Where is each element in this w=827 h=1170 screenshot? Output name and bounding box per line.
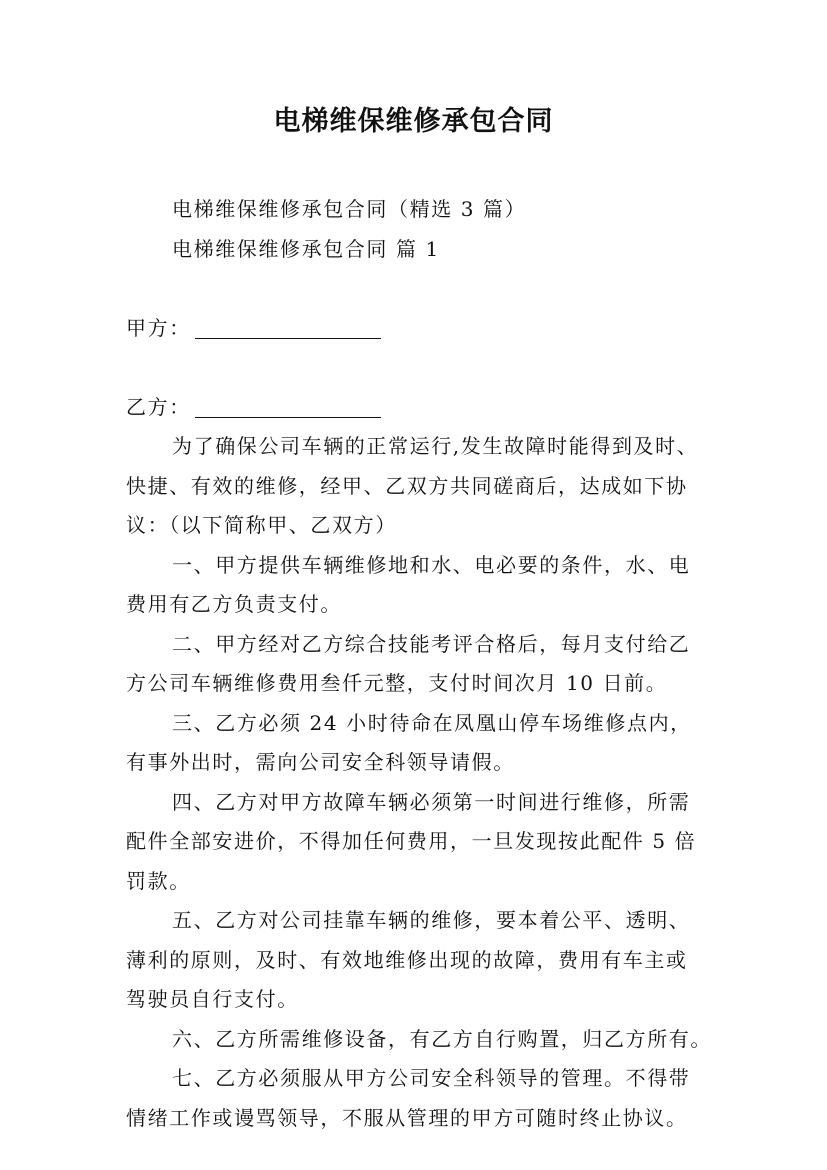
paragraph-clause-2: 二、甲方经对乙方综合技能考评合格后，每月支付给乙 方公司车辆维修费用叁仟元整，支付时间次月 10 日前。 — [126, 631, 691, 695]
party-b-blank — [195, 393, 381, 418]
party-b-label: 乙方： — [126, 394, 191, 419]
paragraph-clause-7: 七、乙方必须服从甲方公司安全科领导的管理。不得带 情绪工作或谩骂领导，不服从管理的甲方可随时终止协议。 — [126, 1066, 691, 1130]
party-a-label: 甲方： — [126, 315, 191, 340]
document-body — [126, 190, 716, 1138]
paragraph-clause-6: 六、乙方所需维修设备，有乙方自行购置，归乙方所有。 — [172, 1026, 712, 1051]
paragraph-clause-3: 三、乙方必须 24 小时待命在凤凰山停车场维修点内， 有事外出时，需向公司安全科领导请假。 — [126, 710, 692, 774]
document-subtitle: 电梯维保维修承包合同（精选 3 篇） — [172, 197, 527, 221]
paragraph-intro: 为了确保公司车辆的正常运行,发生故障时能得到及时、 快捷、有效的维修，经甲、乙双方共同磋商后，达成如下协 议：（以下简称甲、乙双方） — [126, 434, 699, 537]
party-a-line — [126, 269, 716, 348]
paragraph-clause-1: 一、甲方提供车辆维修地和水、电必要的条件，水、电 费用有乙方负责支付。 — [126, 552, 691, 616]
party-a-blank — [195, 314, 381, 339]
document-title: 电梯维保维修承包合同 — [273, 106, 554, 137]
paragraph-clause-4: 四、乙方对甲方故障车辆必须第一时间进行维修，所需 配件全部安进价，不得加任何费用，一旦发现按此配件 5 倍 罚款。 — [126, 789, 697, 893]
paragraph-clause-5: 五、乙方对公司挂靠车辆的维修，要本着公平、透明、 薄利的原则，及时、有效地维修出现的故障，费用有车主或 驾驶员自行支付。 — [126, 908, 691, 1011]
party-b-line — [126, 348, 716, 427]
section-heading: 电梯维保维修承包合同 篇 1 — [172, 236, 440, 261]
